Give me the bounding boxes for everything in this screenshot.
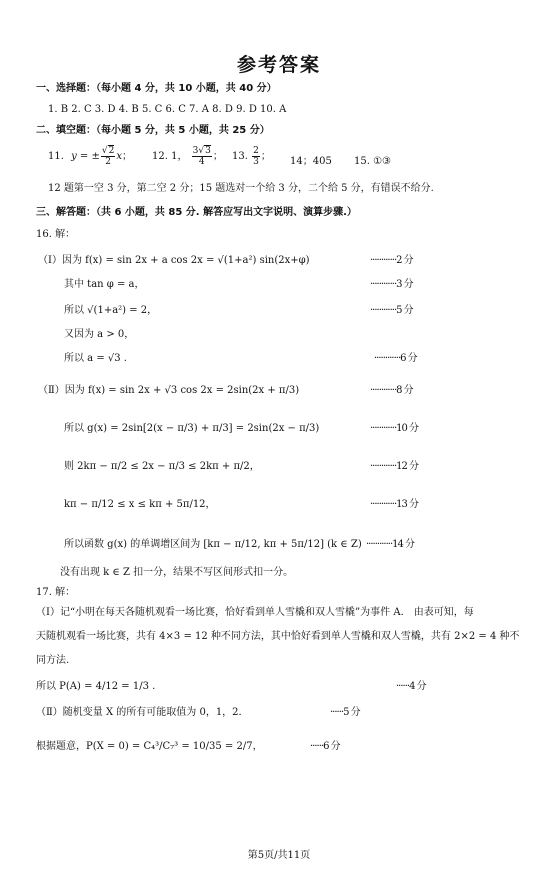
q16-score-12: ············12 分 [370, 461, 419, 472]
q17-score-6: ······6 分 [310, 741, 340, 752]
q17-part1-line2: 天随机观看一场比赛，共有 4×3 = 12 种不同方法，其中恰好看到单人雪橇和双人雪橇，共有 2×2 = 4 种不 [36, 631, 520, 642]
q16-part1-line5: 所以 a = √3 . [64, 353, 127, 364]
q16-score-14: ············14 分 [366, 539, 415, 550]
q17-label: 17. 解： [36, 587, 76, 598]
section-3-heading: 三、解答题：（共 6 小题，共 85 分. 解答应写出文字说明、演算步骤.） [36, 207, 357, 218]
q16-part2-line5: 所以函数 g(x) 的单调增区间为 [kπ − π/12, kπ + 5π/12] (k ∈ Z) [64, 539, 362, 550]
fill-answer-13: 13. $\frac{2}{3}$ ； [232, 146, 271, 167]
q16-score-6: ············6 分 [374, 353, 417, 364]
q16-score-2: ············2 分 [370, 255, 413, 266]
q16-part1-line1: （Ⅰ）因为 f(x) = sin 2x + a cos 2x = √(1+a²) sin(2x+φ) [38, 255, 310, 266]
q17-part1-line4: 所以 P(A) = 4/12 = 1/3 . [36, 681, 156, 692]
fill-answer-11: 11. y = ± $\frac{√2}{2}$ x； [48, 146, 132, 167]
q17-part1-line3: 同方法. [36, 655, 70, 666]
q17-part2-line2: 根据题意，P(X = 0) = C₄³/C₇³ = 10/35 = 2/7， [36, 741, 263, 752]
choice-answers: 1. B 2. C 3. D 4. B 5. C 6. C 7. A 8. D 9. D 10. A [48, 104, 287, 115]
fill-answer-15: 15. ①③ [354, 156, 392, 167]
q17-score-5: ······5 分 [330, 707, 360, 718]
q16-score-10: ············10 分 [370, 423, 419, 434]
q16-part2-line3: 则 2kπ − π/2 ≤ 2x − π/3 ≤ 2kπ + π/2， [64, 461, 260, 472]
q16-label: 16. 解： [36, 229, 76, 240]
q16-score-3: ············3 分 [370, 279, 413, 290]
q16-part1-line2: 其中 tan φ = a， [64, 279, 145, 290]
q16-score-5: ············5 分 [370, 305, 413, 316]
fill-grading-note: 12 题第一空 3 分，第二空 2 分；15 题选对一个给 3 分，二个给 5 分，有错误不给分. [48, 183, 434, 194]
q16-part2-line4: kπ − π/12 ≤ x ≤ kπ + 5π/12， [64, 499, 216, 510]
page-footer: 第5页/共11页 [247, 850, 311, 861]
section-1-heading: 一、选择题：（每小题 4 分，共 10 小题，共 40 分） [36, 83, 277, 94]
q16-score-8: ············8 分 [370, 385, 413, 396]
q16-part1-line3: 所以 √(1+a²) = 2， [64, 305, 158, 316]
q16-grading-note: 没有出现 k ∈ Z 扣一分，结果不写区间形式扣一分。 [60, 567, 294, 578]
q16-part1-line4: 又因为 a > 0， [64, 329, 135, 340]
section-2-heading: 二、填空题：（每小题 5 分，共 5 小题，共 25 分） [36, 125, 270, 136]
fill-answer-12: 12. 1， $\frac{3√3}{4}$ ； [152, 146, 223, 167]
q17-part1-line1: （Ⅰ）记“小明在每天各随机观看一场比赛，恰好看到单人雪橇和双人雪橇”为事件 A． 由表可知，每 [36, 607, 474, 618]
q16-part2-line1: （Ⅱ）因为 f(x) = sin 2x + √3 cos 2x = 2sin(2x + π/3) [38, 385, 300, 396]
page-title: 参考答案 [236, 54, 321, 76]
answer-11-label: 11. [48, 151, 64, 162]
q17-score-4: ······4 分 [396, 681, 426, 692]
answer-12-label: 12. 1， [152, 151, 188, 162]
q16-part2-line2: 所以 g(x) = 2sin[2(x − π/3) + π/3] = 2sin(2x − π/3) [64, 423, 320, 434]
fill-answer-14: 14；405 [290, 156, 332, 167]
q16-score-13: ············13 分 [370, 499, 419, 510]
answer-13-label: 13. [232, 151, 248, 162]
q17-part2-line1: （Ⅱ）随机变量 X 的所有可能取值为 0，1，2． [36, 707, 249, 718]
